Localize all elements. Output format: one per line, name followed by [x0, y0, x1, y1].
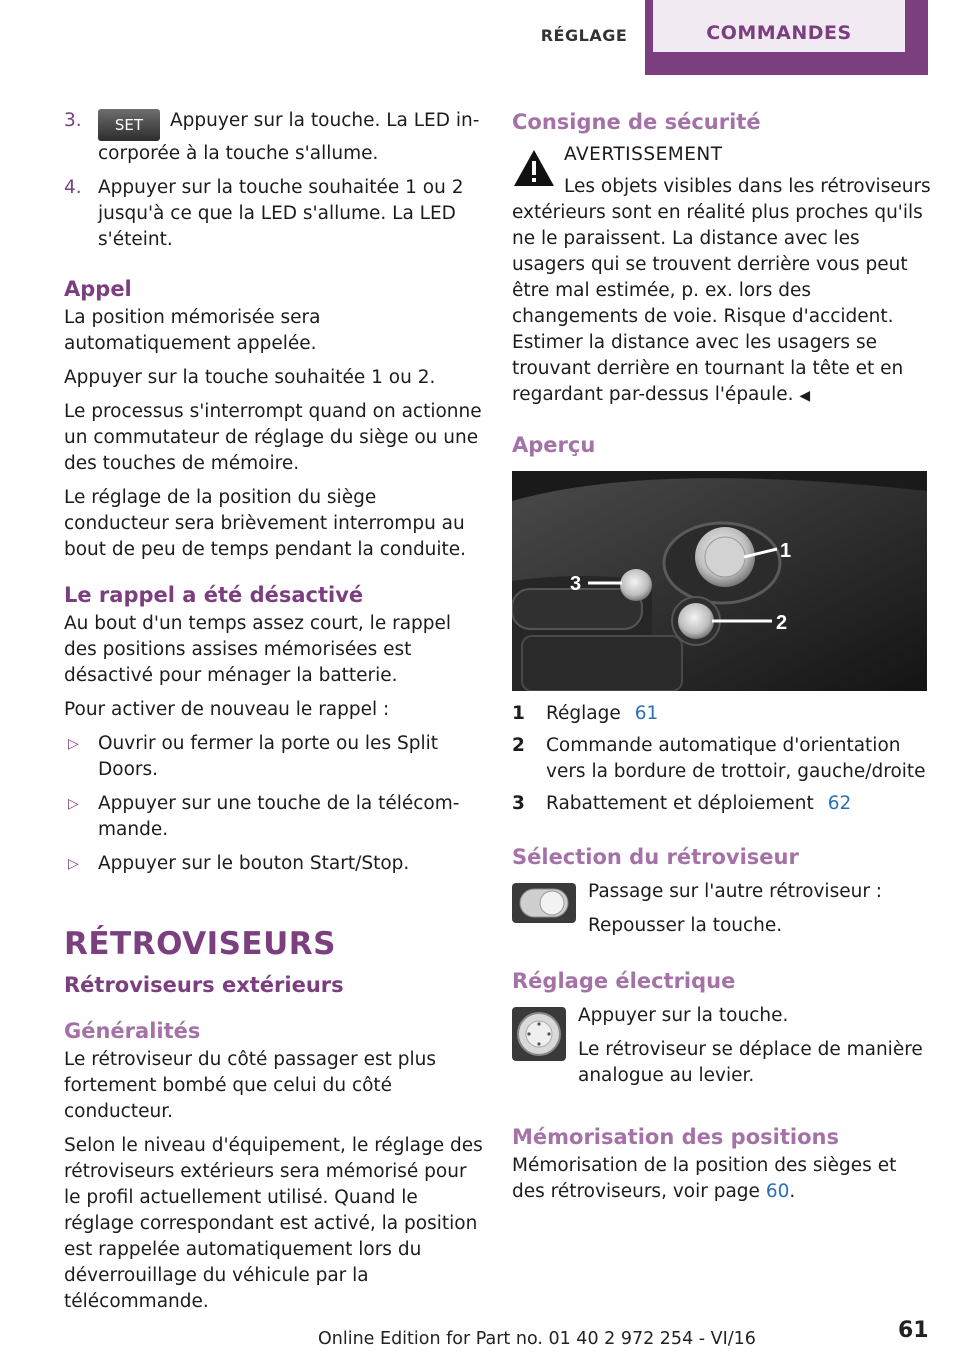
photo-label-3: 3 — [570, 573, 582, 595]
photo-label-2: 2 — [776, 612, 788, 634]
rappel-paragraph-2: Pour activer de nouveau le rappel : — [64, 699, 390, 720]
mirror-controls-photo — [512, 471, 927, 691]
selection-block — [512, 879, 932, 947]
step-4-text: Appuyer sur la touche souhaitée 1 ou 2 jusqu'à ce que la LED s'allume. La LED s'éteint. — [98, 177, 464, 250]
bullet-text: Appuyer sur le bouton Start/Stop. — [98, 853, 410, 874]
end-mark-icon: ◀ — [799, 388, 811, 404]
consigne-heading: Consigne de sécurité — [512, 110, 761, 134]
electrique-paragraph-2: Le rétroviseur se déplace de manière analogue au levier. — [578, 1039, 923, 1086]
retroviseurs-exterieurs-heading: Rétroviseurs extérieurs — [64, 973, 344, 997]
bullet-text: Appuyer sur une touche de la télécommande. — [98, 793, 460, 840]
tab-commandes-inner — [653, 0, 905, 52]
rappel-paragraph-1: Au bout d'un temps assez court, le rappel des positions assises mémorisées est désactivé pour ménager la batterie. — [64, 613, 452, 686]
appel-paragraph-2: Appuyer sur la touche souhaitée 1 ou 2. — [64, 367, 436, 388]
rappel-heading: Le rappel a été désactivé — [64, 583, 364, 607]
generalites-heading: Généralités — [64, 1019, 201, 1043]
tab-reglage[interactable] — [528, 0, 640, 72]
list-item — [64, 731, 484, 783]
warning-text: Les objets visibles dans les rétroviseurs extérieurs sont en réalité plus proches qu'ils ne le paraissent. La distance avec les usagers qui se trouvent derrière vous peut être mal estimée, p. ex. lors des changements de voie. Risque d'accident. Estimer la distance avec les usagers se trouvant derrière en tournant la tête et en regardant par-dessus l'épaule. — [512, 176, 931, 405]
triangle-bullet-icon: ▷ — [68, 856, 79, 872]
step-3 — [64, 108, 484, 167]
step-3-text: Appuyer sur la touche. La LED incorporée à la touche s'allume. — [98, 110, 480, 164]
legend-number: 3 — [512, 793, 525, 814]
photo-label-1: 1 — [780, 540, 792, 562]
appel-paragraph-4: Le réglage de la position du siège conducteur sera brièvement interrompu au bout de peu de temps pendant la conduite. — [64, 487, 467, 560]
legend-text: Rabattement et déploiement — [546, 793, 814, 814]
page-number: 61 — [898, 1318, 929, 1343]
list-item — [64, 791, 484, 843]
step-4 — [64, 175, 484, 253]
rappel-bullet-list — [64, 731, 484, 877]
legend-number: 2 — [512, 735, 525, 756]
legend-page-link[interactable]: 61 — [634, 703, 659, 724]
generalites-paragraph-2: Selon le niveau d'équipement, le réglage des rétroviseurs extérieurs sera mémorisé pour le profil actuellement utilisé. Quand le réglage correspondant est activé, la position est rappelée automatiquement lors du déverrouillage du véhicule par la télécommande. — [64, 1135, 483, 1312]
tab-reglage-label: RÉGLAGE — [540, 26, 628, 45]
memorisation-page-link[interactable]: 60 — [765, 1181, 790, 1202]
triangle-bullet-icon: ▷ — [68, 796, 79, 812]
memorisation-paragraph — [512, 1153, 932, 1205]
memorisation-heading: Mémorisation des positions — [512, 1125, 839, 1149]
left-column — [64, 108, 484, 1323]
memorisation-text: Mémorisation de la position des sièges et des rétroviseurs, voir page — [512, 1155, 897, 1202]
step-4-number: 4. — [64, 177, 82, 198]
memorisation-text-end: . — [789, 1181, 796, 1202]
appel-heading: Appel — [64, 277, 132, 301]
appel-paragraph-1: La position mémorisée sera automatiquement appelée. — [64, 307, 321, 354]
list-item — [64, 851, 484, 877]
appel-paragraph-3: Le processus s'interrompt quand on actionne un commutateur de réglage du siège ou une des touches de mémoire. — [64, 401, 482, 474]
selection-heading: Sélection du rétroviseur — [512, 845, 799, 869]
electrique-block — [512, 1003, 932, 1097]
electrique-paragraph-1: Appuyer sur la touche. — [578, 1005, 789, 1026]
electrique-heading: Réglage électrique — [512, 969, 736, 993]
selection-paragraph-2: Repousser la touche. — [588, 915, 783, 936]
legend-text: Réglage — [546, 703, 621, 724]
step-3-text-wrap — [98, 108, 484, 167]
generalites-paragraph-1: Le rétroviseur du côté passager est plus fortement bombé que celui du côté conducteur. — [64, 1049, 436, 1122]
set-button-icon: SET — [98, 109, 160, 141]
legend-page-link[interactable]: 62 — [827, 793, 852, 814]
legend-text-wrap — [546, 701, 932, 727]
warning-title: AVERTISSEMENT — [564, 144, 723, 165]
legend-row — [512, 733, 932, 785]
warning-triangle-icon — [512, 148, 556, 188]
apercu-heading: Aperçu — [512, 433, 596, 457]
legend-row — [512, 701, 932, 727]
electrique-text — [578, 1003, 932, 1097]
mirror-adjust-knob-icon — [512, 1007, 566, 1061]
selection-text — [588, 879, 932, 947]
legend-row — [512, 791, 932, 817]
step-3-number: 3. — [64, 110, 82, 131]
selection-paragraph-1: Passage sur l'autre rétroviseur : — [588, 881, 883, 902]
footer-edition: Online Edition for Part no. 01 40 2 972 254 - VI/16 — [318, 1329, 756, 1349]
mirror-switch-icon — [512, 883, 576, 923]
legend-text: Commande automatique d'orientation vers la bordure de trottoir, gauche/droite — [546, 735, 926, 782]
retroviseurs-heading: RÉTROVISEURS — [64, 926, 336, 962]
warning-text-wrap — [512, 174, 932, 409]
tab-commandes[interactable] — [645, 0, 928, 75]
legend-number: 1 — [512, 703, 525, 724]
tab-commandes-label: COMMANDES — [706, 22, 852, 44]
bullet-text: Ouvrir ou fermer la porte ou les Split Doors. — [98, 733, 438, 780]
right-column — [512, 108, 932, 1213]
triangle-bullet-icon: ▷ — [68, 736, 79, 752]
legend-text-wrap — [546, 791, 932, 817]
